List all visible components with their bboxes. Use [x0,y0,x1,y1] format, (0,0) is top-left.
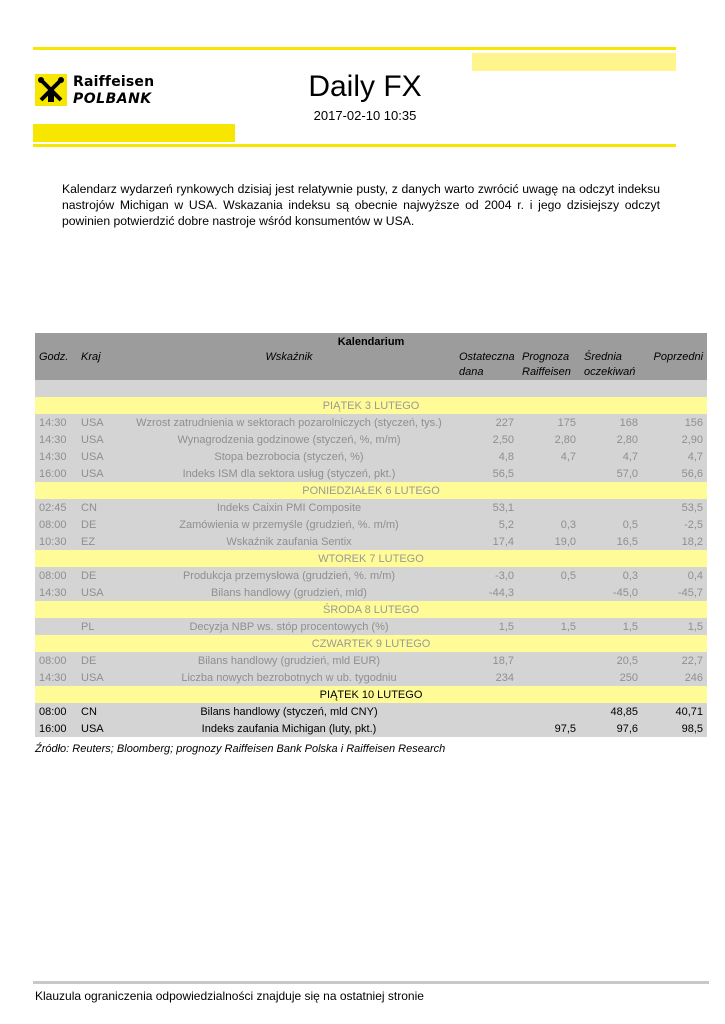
calendar-title: Kalendarium [35,333,707,350]
footer-disclaimer: Klauzula ograniczenia odpowiedzialności znajduje się na ostatniej stronie [35,989,424,1003]
cell-forecast [518,499,580,516]
cell-indicator: Zamówienia w przemyśle (grudzień, %. m/m) [127,516,451,533]
cell-indicator: Wzrost zatrudnienia w sektorach pozarolniczych (styczeń, tys.) [127,414,451,431]
cell-time: 08:00 [35,516,77,533]
cell-consensus: 16,5 [580,533,642,550]
raiffeisen-gable-icon [35,74,67,106]
cell-forecast: 1,5 [518,618,580,635]
cell-forecast: 175 [518,414,580,431]
cell-consensus: 2,80 [580,431,642,448]
cell-previous: 53,5 [642,499,707,516]
cell-country: CN [77,703,127,720]
table-row [35,567,707,584]
table-row [35,618,707,635]
cell-country: USA [77,669,127,686]
table-row [35,516,707,533]
col-country: Kraj [77,350,127,380]
cell-time: 10:30 [35,533,77,550]
footer-rule [33,981,709,984]
cell-time: 08:00 [35,703,77,720]
cell-forecast: 97,5 [518,720,580,737]
cell-country: USA [77,431,127,448]
intro-paragraph: Kalendarz wydarzeń rynkowych dzisiaj jest relatywnie pusty, z danych warto zwrócić uwagę na odczyt indeksu nastrojów Michigan w USA. Wskazania indeksu są obecnie najwyższe od 2004 r. i jego dzisiejszy odczyt powinien potwierdzić dobre nastroje wśród konsumentów w USA. [62,182,660,228]
calendar-table [35,333,707,737]
cell-forecast [518,703,580,720]
cell-previous: 246 [642,669,707,686]
cell-previous: 98,5 [642,720,707,737]
cell-consensus: 20,5 [580,652,642,669]
table-row [35,414,707,431]
cell-country: USA [77,465,127,482]
col-previous: Poprzedni [642,350,707,380]
col-consensus: Średnia oczekiwań [580,350,642,380]
day-label: ŚRODA 8 LUTEGO [35,601,707,618]
day-label: PIĄTEK 3 LUTEGO [35,397,707,414]
cell-country: CN [77,499,127,516]
cell-previous: 18,2 [642,533,707,550]
report-date: 2017-02-10 10:35 [313,108,417,123]
cell-country: DE [77,516,127,533]
table-row [35,669,707,686]
table-row [35,652,707,669]
day-label: WTOREK 7 LUTEGO [35,550,707,567]
table-row [35,431,707,448]
cell-last: 227 [451,414,518,431]
cell-forecast: 19,0 [518,533,580,550]
col-last: Ostateczna dana [451,350,518,380]
cell-previous: 40,71 [642,703,707,720]
cell-country: EZ [77,533,127,550]
page-title: Daily FX [308,70,422,103]
cell-country: PL [77,618,127,635]
cell-consensus: -45,0 [580,584,642,601]
day-header-row [35,635,707,652]
cell-indicator: Indeks Caixin PMI Composite [127,499,451,516]
header-yellow-bar [33,124,235,142]
calendar-body [35,380,707,737]
cell-last: 234 [451,669,518,686]
cell-country: USA [77,414,127,431]
table-row [35,465,707,482]
col-time: Godz. [35,350,77,380]
source-note: Źródło: Reuters; Bloomberg; prognozy Raiffeisen Bank Polska i Raiffeisen Research [35,743,446,755]
cell-indicator: Wskaźnik zaufania Sentix [127,533,451,550]
brand-logo [35,74,175,110]
cell-previous: 56,6 [642,465,707,482]
cell-last: 56,5 [451,465,518,482]
cell-consensus: 250 [580,669,642,686]
table-row [35,499,707,516]
day-header-row [35,601,707,618]
spacer-cell [35,380,707,397]
cell-consensus: 4,7 [580,448,642,465]
day-header-row [35,550,707,567]
cell-last: 4,8 [451,448,518,465]
col-indicator: Wskaźnik [127,350,451,380]
cell-time: 14:30 [35,669,77,686]
cell-previous: 2,90 [642,431,707,448]
brand-line2: POLBANK [73,91,152,107]
cell-previous: -2,5 [642,516,707,533]
cell-last: -3,0 [451,567,518,584]
day-header-row [35,482,707,499]
cell-country: USA [77,448,127,465]
cell-consensus: 0,5 [580,516,642,533]
day-label: CZWARTEK 9 LUTEGO [35,635,707,652]
table-row [35,703,707,720]
cell-last: 2,50 [451,431,518,448]
cell-time: 16:00 [35,465,77,482]
cell-country: DE [77,567,127,584]
cell-time: 14:30 [35,414,77,431]
cell-forecast [518,465,580,482]
day-header-row [35,686,707,703]
day-header-row [35,397,707,414]
cell-previous: 156 [642,414,707,431]
cell-previous: 1,5 [642,618,707,635]
cell-consensus: 0,3 [580,567,642,584]
cell-consensus: 1,5 [580,618,642,635]
cell-consensus: 97,6 [580,720,642,737]
cell-forecast: 2,80 [518,431,580,448]
cell-last: 5,2 [451,516,518,533]
cell-country: DE [77,652,127,669]
cell-time [35,618,77,635]
cell-country: USA [77,584,127,601]
cell-last: 1,5 [451,618,518,635]
cell-time: 14:30 [35,584,77,601]
cell-previous: 0,4 [642,567,707,584]
header-bottom-rule [33,144,676,147]
cell-forecast: 4,7 [518,448,580,465]
table-row [35,584,707,601]
table-row [35,720,707,737]
cell-time: 16:00 [35,720,77,737]
cell-indicator: Stopa bezrobocia (styczeń, %) [127,448,451,465]
cell-last [451,720,518,737]
cell-indicator: Bilans handlowy (styczeń, mld CNY) [127,703,451,720]
cell-indicator: Produkcja przemysłowa (grudzień, %. m/m) [127,567,451,584]
cell-indicator: Indeks zaufania Michigan (luty, pkt.) [127,720,451,737]
calendar-spacer [35,380,707,397]
cell-last: 17,4 [451,533,518,550]
cell-last: 53,1 [451,499,518,516]
table-row [35,533,707,550]
day-label: PIĄTEK 10 LUTEGO [35,686,707,703]
cell-consensus: 57,0 [580,465,642,482]
cell-forecast: 0,3 [518,516,580,533]
cell-country: USA [77,720,127,737]
cell-indicator: Wynagrodzenia godzinowe (styczeń, %, m/m) [127,431,451,448]
cell-time: 14:30 [35,448,77,465]
cell-last [451,703,518,720]
cell-previous: 4,7 [642,448,707,465]
cell-indicator: Bilans handlowy (grudzień, mld EUR) [127,652,451,669]
cell-previous: -45,7 [642,584,707,601]
cell-consensus [580,499,642,516]
header-accent-box [472,53,676,71]
cell-indicator: Bilans handlowy (grudzień, mld) [127,584,451,601]
cell-time: 08:00 [35,652,77,669]
cell-previous: 22,7 [642,652,707,669]
table-row [35,448,707,465]
cell-consensus: 48,85 [580,703,642,720]
cell-forecast [518,652,580,669]
cell-last: -44,3 [451,584,518,601]
cell-time: 14:30 [35,431,77,448]
header-top-rule [33,47,676,50]
cell-forecast: 0,5 [518,567,580,584]
cell-time: 02:45 [35,499,77,516]
cell-indicator: Indeks ISM dla sektora usług (styczeń, pkt.) [127,465,451,482]
col-forecast: Prognoza Raiffeisen [518,350,580,380]
cell-time: 08:00 [35,567,77,584]
brand-line1: Raiffeisen [73,74,155,90]
cell-last: 18,7 [451,652,518,669]
cell-forecast [518,669,580,686]
cell-indicator: Decyzja NBP ws. stóp procentowych (%) [127,618,451,635]
cell-consensus: 168 [580,414,642,431]
day-label: PONIEDZIAŁEK 6 LUTEGO [35,482,707,499]
cell-forecast [518,584,580,601]
cell-indicator: Liczba nowych bezrobotnych w ub. tygodniu [127,669,451,686]
